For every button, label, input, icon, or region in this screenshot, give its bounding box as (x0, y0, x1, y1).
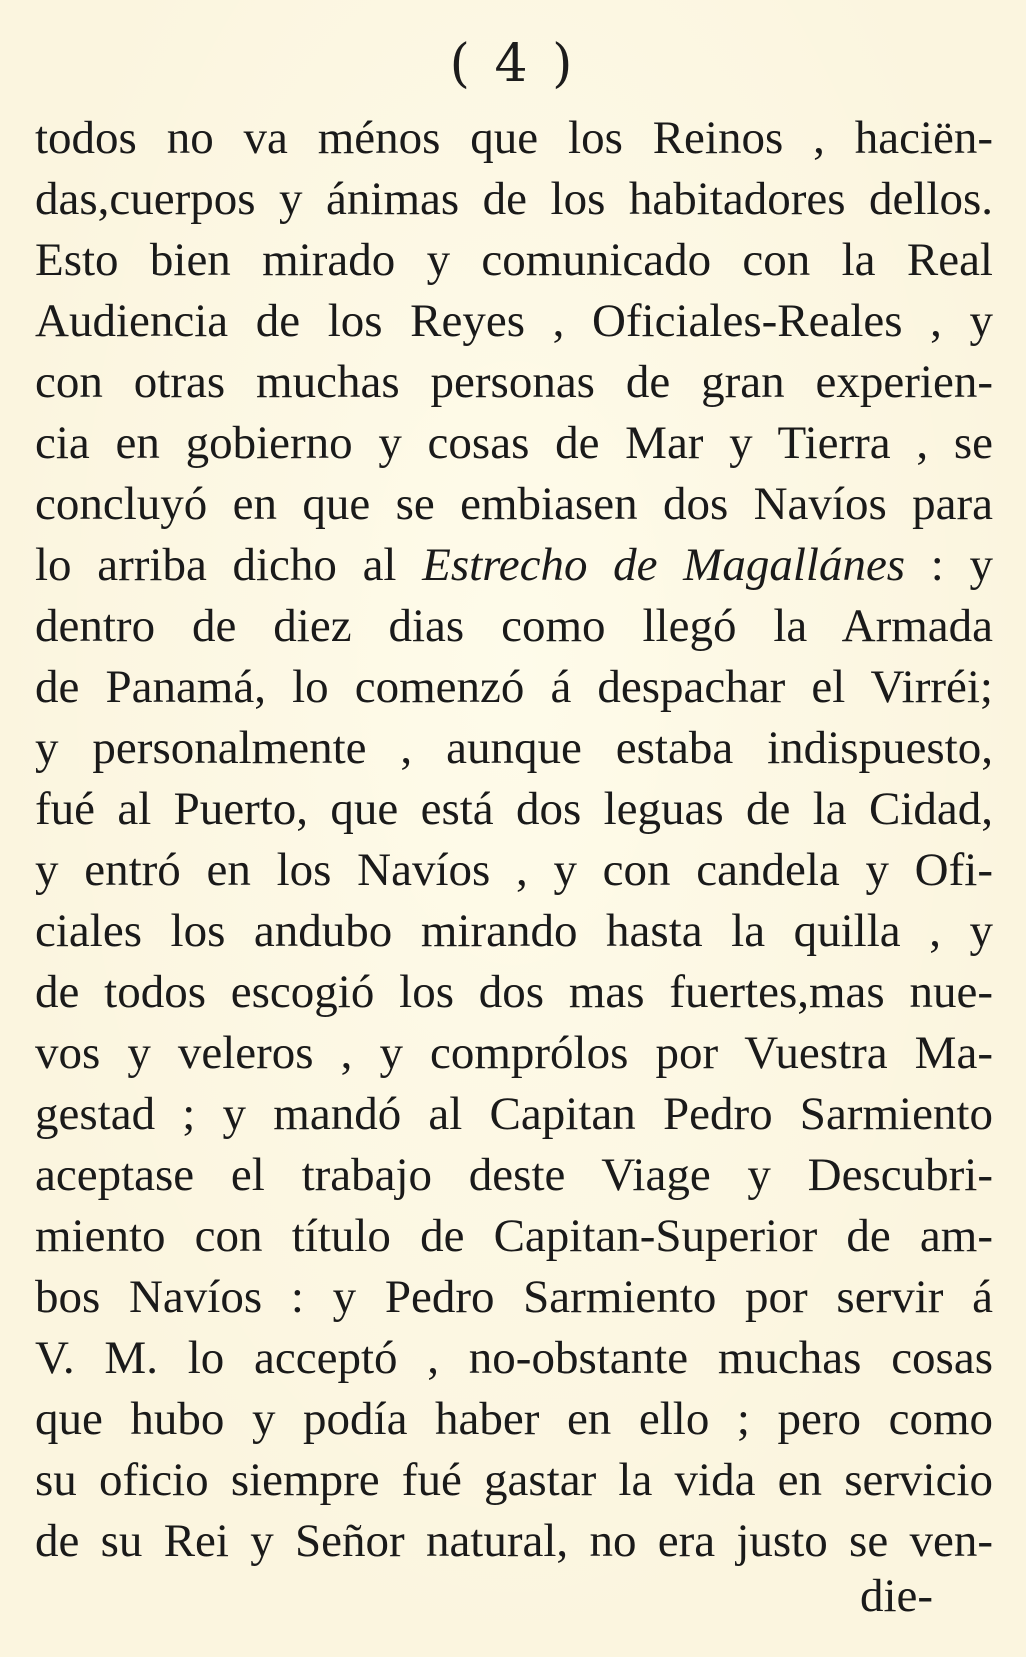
text-line: Audiencia de los Reyes , Oficiales-Reales , y (35, 295, 993, 347)
text-line: de su Rei y Señor natural, no era justo se ven- (35, 1515, 993, 1567)
text-line: todos no va ménos que los Reinos , haciën- (35, 112, 993, 164)
text-line: y personalmente , aunque estaba indispuesto, (35, 722, 993, 774)
page-number: ( 4 ) (449, 34, 577, 94)
text-line: que hubo y podía haber en ello ; pero como (35, 1393, 993, 1445)
text-line-italic-phrase: lo arriba dicho al Estrecho de Magallánes : y (35, 539, 993, 591)
text-line: concluyó en que se embiasen dos Navíos para (35, 478, 993, 530)
text-line: de todos escogió los dos mas fuertes,mas nue- (35, 966, 993, 1018)
text-line: ciales los andubo mirando hasta la quilla , y (35, 905, 993, 957)
text-line: con otras muchas personas de gran experien- (35, 356, 993, 408)
catchword: die- (860, 1570, 934, 1622)
text-line: y entró en los Navíos , y con candela y Ofi- (35, 844, 993, 896)
text-line: de Panamá, lo comenzó á despachar el Virréi; (35, 661, 993, 713)
text-line: vos y veleros , y comprólos por Vuestra Ma- (35, 1027, 993, 1079)
text-line: Esto bien mirado y comunicado con la Real (35, 234, 993, 286)
text-line: miento con título de Capitan-Superior de am- (35, 1210, 993, 1262)
text-line: dentro de diez dias como llegó la Armada (35, 600, 993, 652)
text-line: su oficio siempre fué gastar la vida en servicio (35, 1454, 993, 1506)
text-line: cia en gobierno y cosas de Mar y Tierra , se (35, 417, 993, 469)
body-text (35, 108, 993, 1572)
text-line: gestad ; y mandó al Capitan Pedro Sarmiento (35, 1088, 993, 1140)
text-line: V. M. lo acceptó , no-obstante muchas cosas (35, 1332, 993, 1384)
italic-place-name: Estrecho de Magallánes (422, 539, 906, 591)
text-line: aceptase el trabajo deste Viage y Descubri- (35, 1149, 993, 1201)
text-line: bos Navíos : y Pedro Sarmiento por servir á (35, 1271, 993, 1323)
text-line: fué al Puerto, que está dos leguas de la Cidad, (35, 783, 993, 835)
text-line: das,cuerpos y ánimas de los habitadores dellos. (35, 173, 993, 225)
